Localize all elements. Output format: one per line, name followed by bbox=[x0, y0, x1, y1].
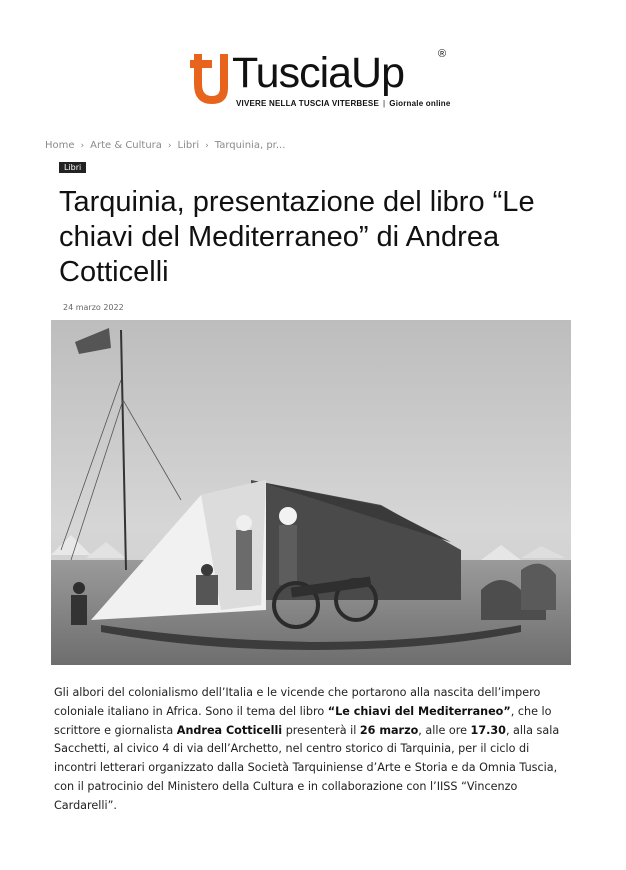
breadcrumb-chevron-icon: › bbox=[205, 141, 209, 151]
body-text-2: , che lo scrittore e giornalista bbox=[54, 704, 552, 737]
tagline-sub: Giornale online bbox=[389, 99, 451, 108]
breadcrumb-arte-cultura[interactable]: Arte & Cultura bbox=[90, 140, 162, 151]
event-time: 17.30 bbox=[470, 723, 506, 737]
breadcrumb-home[interactable]: Home bbox=[45, 140, 75, 151]
tagline-text: VIVERE NELLA TUSCIA VITERBESE bbox=[236, 99, 380, 108]
tagline-separator: | bbox=[383, 99, 386, 108]
event-date: 26 marzo bbox=[359, 723, 419, 737]
body-text-1: Gli albori del colonialismo dell’Italia e le vicende che portarono alla nascita dell’impero coloniale italiano in Africa. Sono il tema del libro bbox=[54, 686, 541, 718]
article-date: 24 marzo 2022 bbox=[63, 303, 124, 312]
hero-illustration bbox=[51, 320, 571, 665]
logo-wordmark: TusciaUp bbox=[232, 49, 405, 97]
article-hero-image bbox=[51, 320, 571, 665]
body-text-4: , alle ore bbox=[418, 723, 471, 737]
breadcrumb-current: Tarquinia, pr... bbox=[214, 140, 286, 151]
tusciaup-logo-icon bbox=[190, 48, 232, 108]
breadcrumb-chevron-icon: › bbox=[167, 141, 172, 151]
logo-tagline bbox=[236, 99, 451, 108]
category-badge[interactable]: Libri bbox=[59, 162, 86, 173]
breadcrumb-chevron-icon: › bbox=[80, 141, 85, 151]
site-logo[interactable] bbox=[190, 48, 460, 114]
article-title: Tarquinia, presentazione del libro “Le chiavi del Mediterraneo” di Andrea Cotticelli bbox=[59, 186, 535, 288]
registered-mark: ® bbox=[438, 48, 447, 60]
breadcrumb bbox=[45, 140, 285, 151]
body-text-5: , alla sala Sacchetti, al civico 4 di via dell’Archetto, nel centro storico di Tarquinia, per il ciclo di incontri letterari organizzato dalla Società Tarquiniense d’Arte e Storia e da Omnia Tuscia, con il patrocinio del Ministero della Cultura e in collaborazione con l’IISS “Vincenzo Cardarelli”. bbox=[54, 723, 560, 812]
author-name: Andrea Cotticelli bbox=[176, 723, 283, 737]
book-title: “Le chiavi del Mediterraneo” bbox=[327, 704, 511, 718]
body-text-3: presenterà il bbox=[282, 723, 360, 737]
article-body bbox=[54, 684, 574, 816]
breadcrumb-libri[interactable]: Libri bbox=[177, 140, 200, 151]
